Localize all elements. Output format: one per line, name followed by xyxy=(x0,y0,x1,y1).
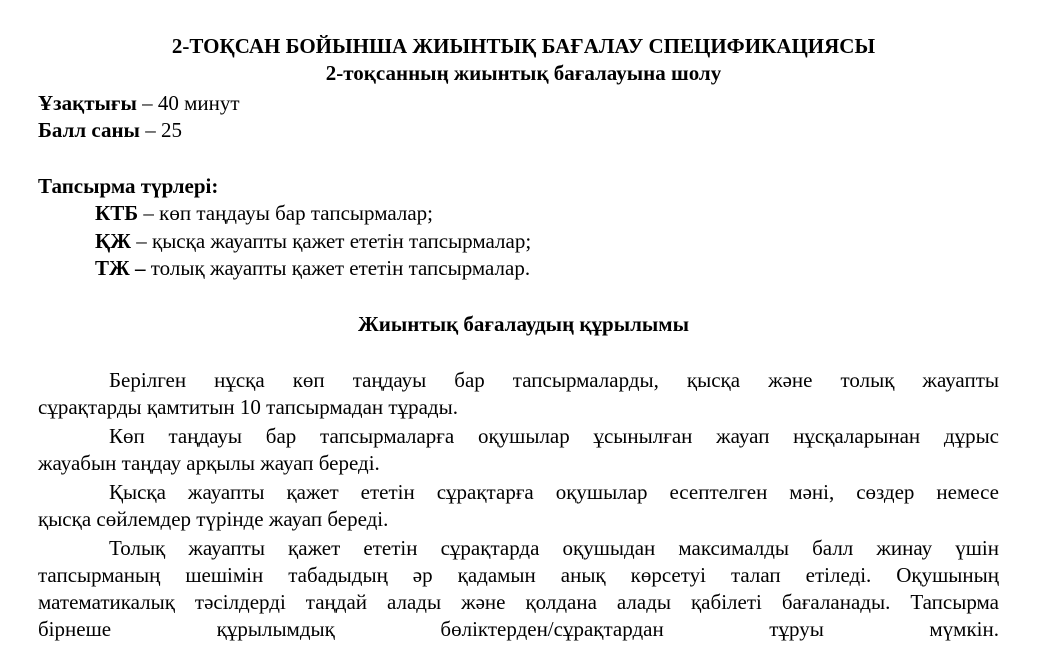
paragraph-line: Көп таңдауы бар тапсырмаларға оқушылар ұсынылған жауап нұсқаларынан дұрыс xyxy=(109,424,999,448)
paragraph-line: Берілген нұсқа көп таңдауы бар тапсырмаларды, қысқа және толық жауапты xyxy=(109,368,999,392)
score-value: – 25 xyxy=(139,118,182,142)
paragraph-line: Толық жауапты қажет ететін сұрақтарда оқушыдан максималды балл жинау үшін xyxy=(109,536,999,560)
paragraph-line: математикалық тәсілдерді таңдай алады және қолдана алады қабілеті бағаланады. Тапсырма xyxy=(38,590,999,614)
score-label: Балл саны xyxy=(38,118,140,142)
paragraph-line: сұрақтарды қамтитын 10 тапсырмадан тұрады. xyxy=(38,395,458,419)
task-type-text: – көп таңдауы бар тапсырмалар; xyxy=(138,201,433,225)
paragraph-line: қысқа сөйлемдер түрінде жауап береді. xyxy=(38,507,389,531)
task-type-text: толық жауапты қажет ететін тапсырмалар. xyxy=(145,256,531,280)
task-type-item xyxy=(95,256,530,280)
task-types-heading: Тапсырма түрлері: xyxy=(38,174,219,198)
task-type-item xyxy=(95,229,531,253)
paragraph-line: Қысқа жауапты қажет ететін сұрақтарға оқушылар есептелген мәні, сөздер немесе xyxy=(109,480,999,504)
score-line xyxy=(38,118,182,142)
task-type-item xyxy=(95,201,433,225)
task-type-text: – қысқа жауапты қажет ететін тапсырмалар; xyxy=(131,229,532,253)
duration-line xyxy=(38,91,240,115)
page-title: 2-ТОҚСАН БОЙЫНША ЖИЫНТЫҚ БАҒАЛАУ СПЕЦИФИКАЦИЯСЫ xyxy=(171,34,876,58)
paragraph-line: бірнеше құрылымдық бөліктерден/сұрақтардан тұруы мүмкін. xyxy=(38,617,999,641)
task-type-abbr: КТБ xyxy=(95,201,139,225)
structure-heading: Жиынтық бағалаудың құрылымы xyxy=(358,312,689,336)
task-type-abbr: ҚЖ xyxy=(95,229,131,253)
paragraph-line: жауабын таңдау арқылы жауап береді. xyxy=(38,451,380,475)
duration-label: Ұзақтығы xyxy=(38,91,137,115)
paragraph-line: тапсырманың шешімін табадыдың әр қадамын анық көрсетуі талап етіледі. Оқушының xyxy=(38,563,999,587)
task-type-abbr: ТЖ – xyxy=(95,256,146,280)
duration-value: – 40 минут xyxy=(136,91,240,115)
page-subtitle: 2-тоқсанның жиынтық бағалауына шолу xyxy=(325,61,722,85)
